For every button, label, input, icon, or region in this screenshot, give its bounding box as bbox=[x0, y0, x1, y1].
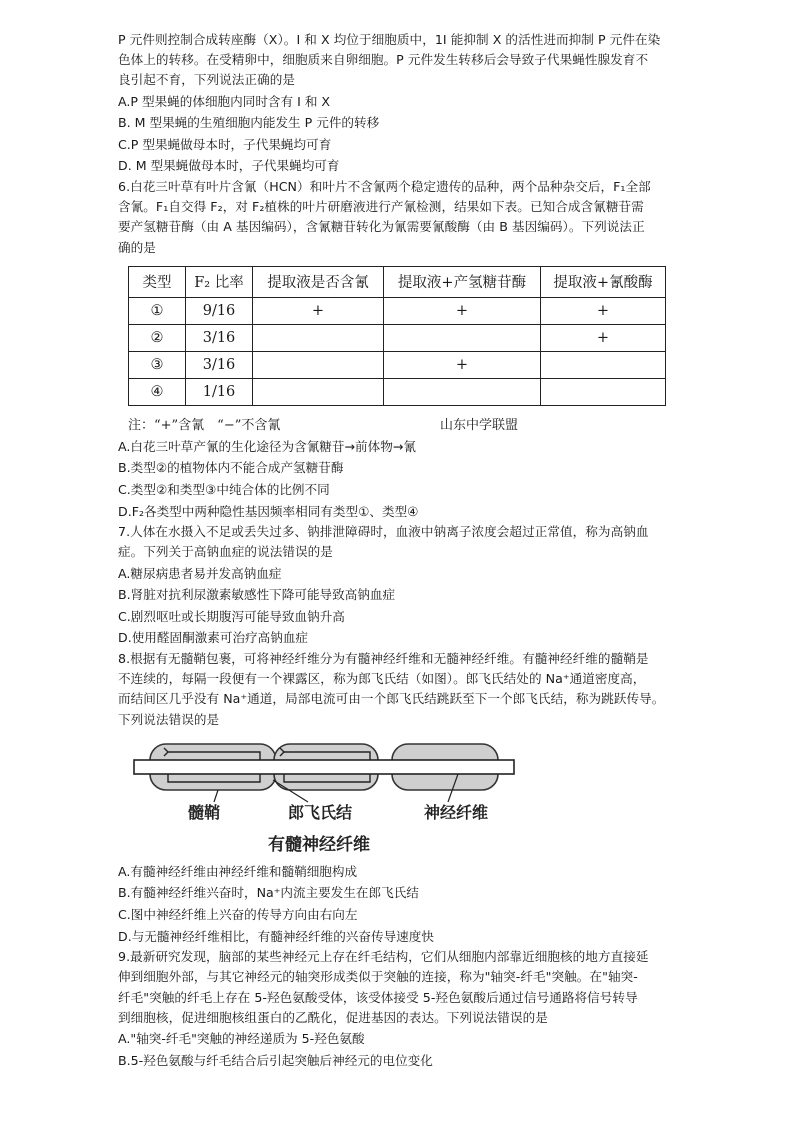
axon-fiber bbox=[134, 760, 514, 774]
text-line: 9.最新研究发现，脑部的某些神经元上存在纤毛结构，它们从细胞内部靠近细胞核的地方直接延 bbox=[118, 949, 649, 965]
text-line: 7.人体在水摄入不足或丢失过多、钠排泄障碍时，血液中钠离子浓度会超过正常值，称为高钠血 bbox=[118, 524, 649, 540]
option-a: A.有髓神经纤维由神经纤维和髓鞘细胞构成 bbox=[118, 863, 358, 879]
option-c: C.图中神经纤维上兴奋的传导方向由右向左 bbox=[118, 906, 358, 922]
table-row bbox=[129, 351, 666, 378]
q9-options bbox=[118, 1028, 703, 1071]
text-line: 而结间区几乎没有 Na⁺通道，局部电流可由一个郎飞氏结跳跃至下一个郎飞氏结，称为跳跃传导。 bbox=[118, 691, 665, 707]
option-b: B.有髓神经纤维兴奋时，Na⁺内流主要发生在郎飞氏结 bbox=[118, 885, 419, 901]
table-cell bbox=[541, 378, 666, 405]
q5-options bbox=[118, 91, 703, 177]
q5-stem bbox=[118, 30, 703, 91]
myelinated-fiber-figure bbox=[128, 740, 528, 855]
table-cell bbox=[384, 378, 541, 405]
table-cell: ③ bbox=[129, 351, 186, 378]
q7-stem bbox=[118, 522, 703, 562]
table-cell: 3/16 bbox=[186, 351, 253, 378]
table-header-row bbox=[129, 266, 666, 297]
q7-options bbox=[118, 563, 703, 649]
table-cell: 1/16 bbox=[186, 378, 253, 405]
table-row bbox=[129, 297, 666, 324]
cyanide-table bbox=[128, 266, 666, 406]
table-cell: 3/16 bbox=[186, 324, 253, 351]
table-cell: ④ bbox=[129, 378, 186, 405]
text-line: P 元件则控制合成转座酶（X）。I 和 X 均位于细胞质中，1I 能抑制 X 的活性进而抑制 P 元件在染 bbox=[118, 32, 661, 47]
table-cell: + bbox=[384, 351, 541, 378]
table-cell: + bbox=[541, 297, 666, 324]
table-header: 提取液+氰酸酶 bbox=[541, 266, 666, 297]
q8-options bbox=[118, 861, 703, 947]
table-cell bbox=[384, 324, 541, 351]
table-header: 提取液+产氢糖苷酶 bbox=[384, 266, 541, 297]
q9-stem bbox=[118, 947, 703, 1028]
table-cell: ① bbox=[129, 297, 186, 324]
figure-caption: 有髓神经纤维 bbox=[268, 834, 370, 855]
table-header: 提取液是否含氰 bbox=[253, 266, 384, 297]
table-header: 类型 bbox=[129, 266, 186, 297]
table-source: 山东中学联盟 bbox=[440, 417, 519, 433]
table-cell: ② bbox=[129, 324, 186, 351]
label-myelin-sheath: 髓鞘 bbox=[188, 802, 221, 822]
option-c: C.类型②和类型③中纯合体的比例不同 bbox=[118, 481, 330, 497]
q8-stem bbox=[118, 649, 703, 730]
option-d: D.使用醛固酮激素可治疗高钠血症 bbox=[118, 630, 309, 646]
option-d: D.F₂各类型中两种隐性基因频率相同有类型①、类型④ bbox=[118, 503, 419, 519]
label-node-of-ranvier: 郎飞氏结 bbox=[288, 802, 353, 822]
option-b: B.肾脏对抗利尿激素敏感性下降可能导致高钠血症 bbox=[118, 587, 396, 603]
option-c: C.P 型果蝇做母本时，子代果蝇均可育 bbox=[118, 136, 332, 152]
table-cell: 9/16 bbox=[186, 297, 253, 324]
option-c: C.剧烈呕吐或长期腹泻可能导致血钠升高 bbox=[118, 608, 345, 624]
option-a: A.糖尿病患者易并发高钠血症 bbox=[118, 565, 282, 581]
text-line: 伸到细胞外部，与其它神经元的轴突形成类似于突触的连接，称为"轴突-纤毛"突触。在"轴突- bbox=[118, 969, 638, 985]
text-line: 确的是 bbox=[118, 239, 156, 255]
table-cell bbox=[253, 324, 384, 351]
table-header: F₂ 比率 bbox=[186, 266, 253, 297]
q6-options bbox=[118, 436, 703, 522]
text-line: 6.白花三叶草有叶片含氰（HCN）和叶片不含氰两个稳定遗传的品种，两个品种杂交后，F₁全部 bbox=[118, 178, 651, 194]
text-line: 纤毛"突触的纤毛上存在 5-羟色氨酸受体，该受体接受 5-羟色氨酸后通过信号通路将信号转导 bbox=[118, 989, 638, 1005]
table-cell bbox=[253, 351, 384, 378]
text-line: 不连续的，每隔一段便有一个裸露区，称为郎飞氏结（如图）。郎飞氏结处的 Na⁺通道密度高， bbox=[118, 671, 646, 687]
text-line: 要产氢糖苷酶（由 A 基因编码），含氰糖苷转化为氰需要氰酸酶（由 B 基因编码）。下列说法正 bbox=[118, 219, 645, 235]
option-b: B.类型②的植物体内不能合成产氢糖苷酶 bbox=[118, 460, 344, 476]
table-row bbox=[129, 324, 666, 351]
option-b: B. M 型果蝇的生殖细胞内能发生 P 元件的转移 bbox=[118, 115, 380, 131]
option-d: D.与无髓神经纤维相比，有髓神经纤维的兴奋传导速度快 bbox=[118, 928, 434, 944]
label-nerve-fiber: 神经纤维 bbox=[424, 802, 489, 822]
table-note: 注：“+”含氰 “−”不含氰 bbox=[128, 417, 281, 433]
text-line: 下列说法错误的是 bbox=[118, 711, 220, 727]
option-b: B.5-羟色氨酸与纤毛结合后引起突触后神经元的电位变化 bbox=[118, 1052, 433, 1068]
option-a: A.白花三叶草产氰的生化途径为含氰糖苷→前体物→氰 bbox=[118, 438, 416, 454]
option-a: A."轴突-纤毛"突触的神经递质为 5-羟色氨酸 bbox=[118, 1030, 365, 1046]
option-a: A.P 型果蝇的体细胞内同时含有 I 和 X bbox=[118, 93, 331, 109]
table-cell: + bbox=[541, 324, 666, 351]
q6-stem bbox=[118, 177, 703, 258]
cyanide-table-block bbox=[128, 266, 673, 436]
table-cell: + bbox=[384, 297, 541, 324]
option-d: D. M 型果蝇做母本时，子代果蝇均可育 bbox=[118, 158, 340, 174]
text-line: 症。下列关于高钠血症的说法错误的是 bbox=[118, 544, 333, 560]
text-line: 到细胞核，促进细胞核组蛋白的乙酰化，促进基因的表达。下列说法错误的是 bbox=[118, 1009, 548, 1025]
exam-page bbox=[118, 30, 703, 1071]
text-line: 含氰。F₁自交得 F₂，对 F₂植株的叶片研磨液进行产氰检测，结果如下表。已知合成含氰糖苷需 bbox=[118, 199, 644, 215]
table-cell bbox=[541, 351, 666, 378]
text-line: 良引起不育，下列说法正确的是 bbox=[118, 72, 296, 88]
text-line: 8.根据有无髓鞘包裹，可将神经纤维分为有髓神经纤维和无髓神经纤维。有髓神经纤维的髓鞘是 bbox=[118, 650, 649, 666]
text-line: 色体上的转移。在受精卵中，细胞质来自卵细胞。P 元件发生转移后会导致子代果蝇性腺发育不 bbox=[118, 52, 649, 68]
table-cell bbox=[253, 378, 384, 405]
table-row bbox=[129, 378, 666, 405]
table-cell: + bbox=[253, 297, 384, 324]
